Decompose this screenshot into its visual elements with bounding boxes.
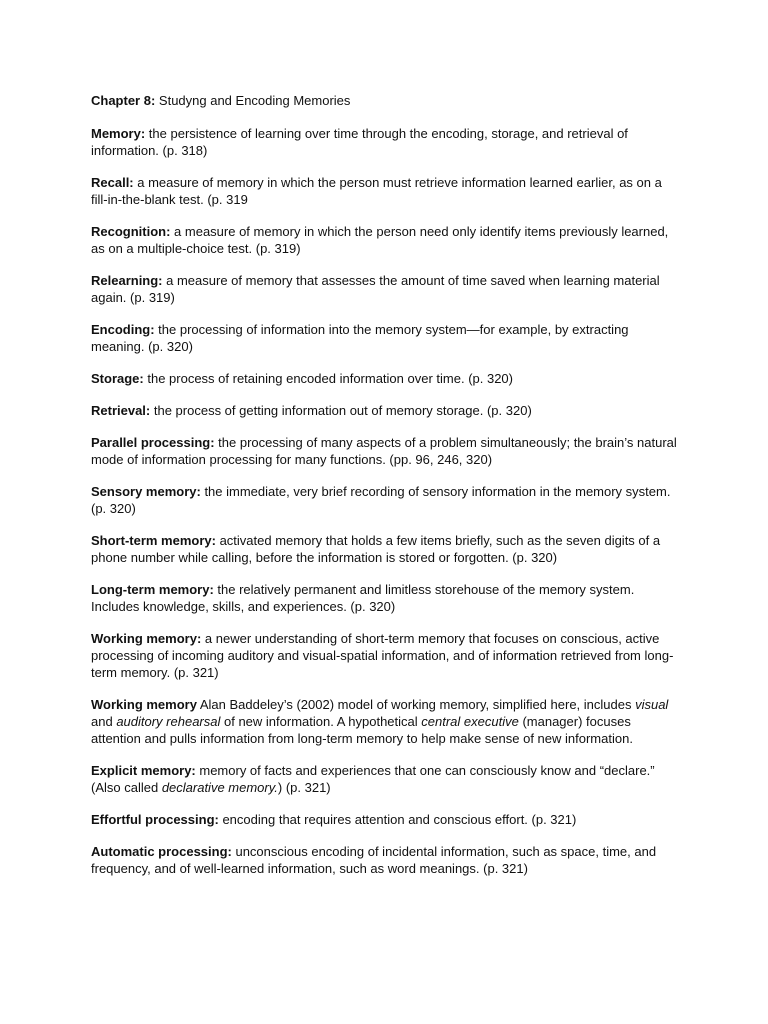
glossary-entry-short-term-memory — [91, 532, 678, 566]
term: Long-term memory: — [91, 582, 214, 597]
term: Sensory memory: — [91, 484, 201, 499]
definition-text: ) (p. 321) — [277, 780, 331, 795]
glossary-entry-working-memory — [91, 630, 678, 681]
definition-text: of new information. A hypothetical — [220, 714, 422, 729]
glossary-entry-storage — [91, 370, 678, 387]
definition: the processing of many aspects of a problem simultaneously; the brain’s natural mode of information processing for many functions. (pp. 96, 246, 320) — [91, 435, 677, 467]
term: Effortful processing: — [91, 812, 219, 827]
glossary-entry-parallel-processing — [91, 434, 678, 468]
glossary-entry-relearning — [91, 272, 678, 306]
glossary-entry-sensory-memory — [91, 483, 678, 517]
definition-text: and — [91, 714, 117, 729]
term: Recognition: — [91, 224, 171, 239]
definition: a measure of memory in which the person need only identify items previously learned, as on a multiple-choice test. (p. 319) — [91, 224, 669, 256]
term: Retrieval: — [91, 403, 151, 418]
term: Short-term memory: — [91, 533, 216, 548]
term: Working memory — [91, 697, 197, 712]
definition-italic: visual — [635, 697, 669, 712]
definition: the process of getting information out of memory storage. (p. 320) — [150, 403, 532, 418]
glossary-entry-automatic-processing — [91, 843, 678, 877]
glossary-entry-memory — [91, 125, 678, 159]
definition: the relatively permanent and limitless storehouse of the memory system. Includes knowledge, skills, and experiences. (p. 320) — [91, 582, 635, 614]
definition-text: Alan Baddeley’s (2002) model of working memory, simplified here, includes — [196, 697, 636, 712]
chapter-heading — [91, 92, 678, 109]
glossary-entry-explicit-memory — [91, 762, 678, 796]
term: Storage: — [91, 371, 144, 386]
definition-italic: auditory rehearsal — [116, 714, 221, 729]
glossary-entry-recall — [91, 174, 678, 208]
definition: a newer understanding of short-term memory that focuses on conscious, active processing of incoming auditory and visual-spatial information, and of information retrieved from long-term memory. (p. 321) — [91, 631, 674, 680]
glossary-entry-working-memory-baddeley — [91, 696, 678, 747]
definition: the processing of information into the memory system—for example, by extracting meaning. (p. 320) — [91, 322, 629, 354]
term: Memory: — [91, 126, 146, 141]
term: Encoding: — [91, 322, 155, 337]
definition: encoding that requires attention and conscious effort. (p. 321) — [218, 812, 577, 827]
glossary-entry-recognition — [91, 223, 678, 257]
definition: activated memory that holds a few items briefly, such as the seven digits of a phone number while calling, before the information is stored or forgotten. (p. 320) — [91, 533, 661, 565]
term: Working memory: — [91, 631, 202, 646]
glossary-entry-effortful-processing — [91, 811, 678, 828]
term: Automatic processing: — [91, 844, 232, 859]
chapter-label: Chapter 8: — [91, 93, 156, 108]
term: Parallel processing: — [91, 435, 215, 450]
definition: the process of retaining encoded information over time. (p. 320) — [143, 371, 513, 386]
glossary-entry-long-term-memory — [91, 581, 678, 615]
definition: the immediate, very brief recording of sensory information in the memory system. (p. 320) — [91, 484, 671, 516]
definition-italic: central executive — [421, 714, 519, 729]
definition-text: memory of facts and experiences that one can consciously know and “declare.” (Also called — [91, 763, 655, 795]
term: Relearning: — [91, 273, 163, 288]
definition-italic: declarative memory. — [161, 780, 278, 795]
glossary-entry-retrieval — [91, 402, 678, 419]
definition: a measure of memory that assesses the amount of time saved when learning material again. (p. 319) — [91, 273, 660, 305]
chapter-title: Studyng and Encoding Memories — [155, 93, 351, 108]
definition-text: (manager) focuses attention and pulls information from long-term memory to help make sense of new information. — [91, 714, 633, 746]
term: Recall: — [91, 175, 134, 190]
definition: a measure of memory in which the person must retrieve information learned earlier, as on a fill-in-the-blank test. (p. 319 — [91, 175, 662, 207]
term: Explicit memory: — [91, 763, 196, 778]
definition: unconscious encoding of incidental information, such as space, time, and frequency, and of well-learned information, such as word meanings. (p. 321) — [91, 844, 657, 876]
definition: the persistence of learning over time through the encoding, storage, and retrieval of information. (p. 318) — [91, 126, 628, 158]
glossary-entry-encoding — [91, 321, 678, 355]
